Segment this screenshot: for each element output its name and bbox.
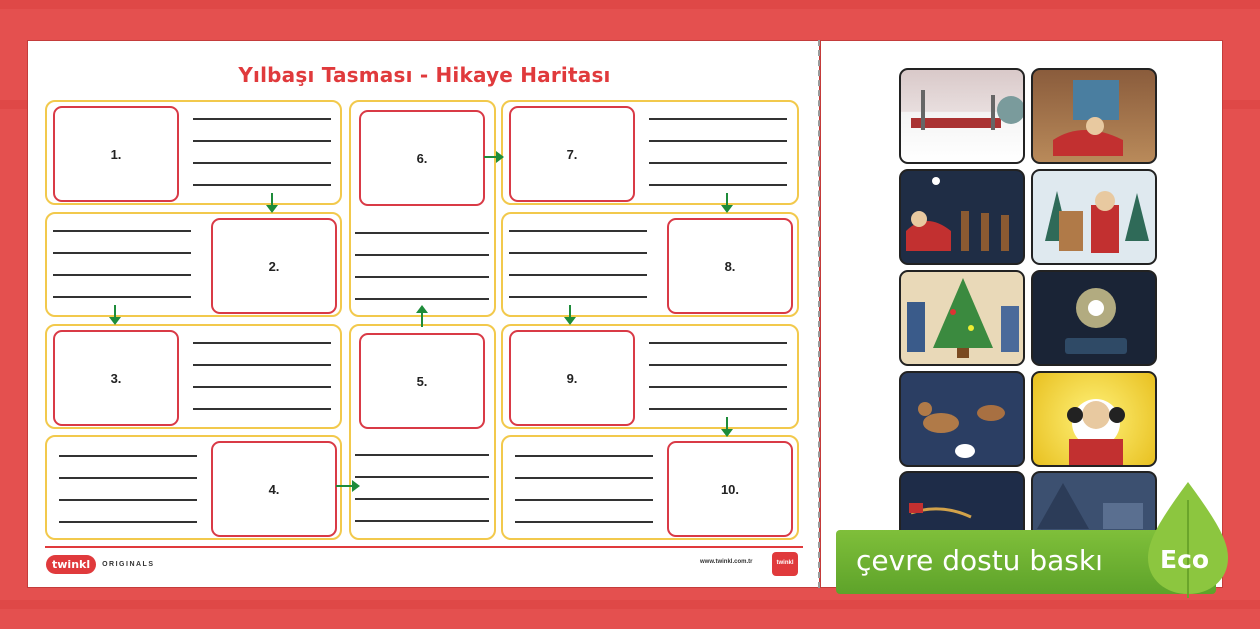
picture-card-lumi-light[interactable] bbox=[1031, 270, 1157, 366]
arrow-up-icon bbox=[421, 311, 423, 327]
arrow-right-icon bbox=[484, 156, 498, 158]
story-box-6[interactable]: 6. bbox=[359, 110, 485, 206]
page-title: Yılbaşı Tasması - Hikaye Haritası bbox=[238, 63, 611, 87]
story-panel-8 bbox=[501, 212, 799, 317]
snowy-town-image bbox=[1033, 473, 1157, 531]
story-box-5[interactable]: 5. bbox=[359, 333, 485, 429]
story-box-7[interactable]: 7. bbox=[509, 106, 635, 202]
picture-card-santa-workshop[interactable] bbox=[1031, 68, 1157, 164]
writing-lines[interactable] bbox=[509, 230, 647, 318]
story-panel-6 bbox=[349, 100, 496, 317]
tree-party-image bbox=[901, 272, 1025, 366]
eco-badge: Eco bbox=[1160, 545, 1210, 574]
eco-banner-text: çevre dostu baskı bbox=[856, 544, 1103, 577]
story-panel-4 bbox=[45, 435, 342, 540]
writing-lines[interactable] bbox=[649, 342, 787, 430]
writing-lines[interactable] bbox=[53, 230, 191, 318]
picture-card-sleigh-night[interactable] bbox=[899, 169, 1025, 265]
story-box-2[interactable]: 2. bbox=[211, 218, 337, 314]
story-box-10[interactable]: 10. bbox=[667, 441, 793, 537]
leaf-icon bbox=[1146, 480, 1230, 598]
arrow-down-icon bbox=[114, 305, 116, 319]
sleigh-sky-image bbox=[901, 473, 1025, 531]
footer-url: www.twinkl.com.tr bbox=[700, 559, 753, 565]
arrow-down-icon bbox=[726, 417, 728, 431]
writing-lines[interactable] bbox=[355, 454, 489, 542]
story-box-4[interactable]: 4. bbox=[211, 441, 337, 537]
story-box-3[interactable]: 3. bbox=[53, 330, 179, 426]
story-panel-10 bbox=[501, 435, 799, 540]
santa-reindeer-image bbox=[1033, 171, 1157, 265]
story-panel-1 bbox=[45, 100, 342, 205]
sleigh-night-image bbox=[901, 171, 1025, 265]
story-panel-5 bbox=[349, 324, 496, 540]
arrow-down-icon bbox=[726, 193, 728, 207]
writing-lines[interactable] bbox=[515, 455, 653, 543]
quality-stamp: twinkl bbox=[772, 552, 798, 576]
snowy-village-image bbox=[901, 70, 1025, 164]
picture-card-flying-reindeer[interactable] bbox=[899, 371, 1025, 467]
footer-divider bbox=[45, 546, 803, 548]
story-box-8[interactable]: 8. bbox=[667, 218, 793, 314]
arrow-down-icon bbox=[569, 305, 571, 319]
picture-card-santa-headphones[interactable] bbox=[1031, 371, 1157, 467]
flying-reindeer-image bbox=[901, 373, 1025, 467]
picture-card-santa-reindeer[interactable] bbox=[1031, 169, 1157, 265]
picture-card-sleigh-sky[interactable] bbox=[899, 471, 1025, 531]
lumi-light-image bbox=[1033, 272, 1157, 366]
story-panel-3 bbox=[45, 324, 342, 429]
writing-lines[interactable] bbox=[193, 342, 331, 430]
santa-headphones-image bbox=[1033, 373, 1157, 467]
picture-card-snowy-town-night[interactable] bbox=[1031, 471, 1157, 531]
arrow-right-icon bbox=[336, 485, 354, 487]
story-box-9[interactable]: 9. bbox=[509, 330, 635, 426]
arrow-down-icon bbox=[271, 193, 273, 207]
picture-card-snowy-village[interactable] bbox=[899, 68, 1025, 164]
twinkl-logo: twinkl ORIGINALS bbox=[46, 555, 155, 574]
story-panel-7 bbox=[501, 100, 799, 205]
writing-lines[interactable] bbox=[649, 118, 787, 206]
writing-lines[interactable] bbox=[193, 118, 331, 206]
picture-card-christmas-tree-party[interactable] bbox=[899, 270, 1025, 366]
story-panel-2 bbox=[45, 212, 342, 317]
story-map-worksheet bbox=[27, 40, 820, 588]
story-box-1[interactable]: 1. bbox=[53, 106, 179, 202]
santa-workshop-image bbox=[1033, 70, 1157, 164]
story-panel-9 bbox=[501, 324, 799, 429]
writing-lines[interactable] bbox=[59, 455, 197, 543]
